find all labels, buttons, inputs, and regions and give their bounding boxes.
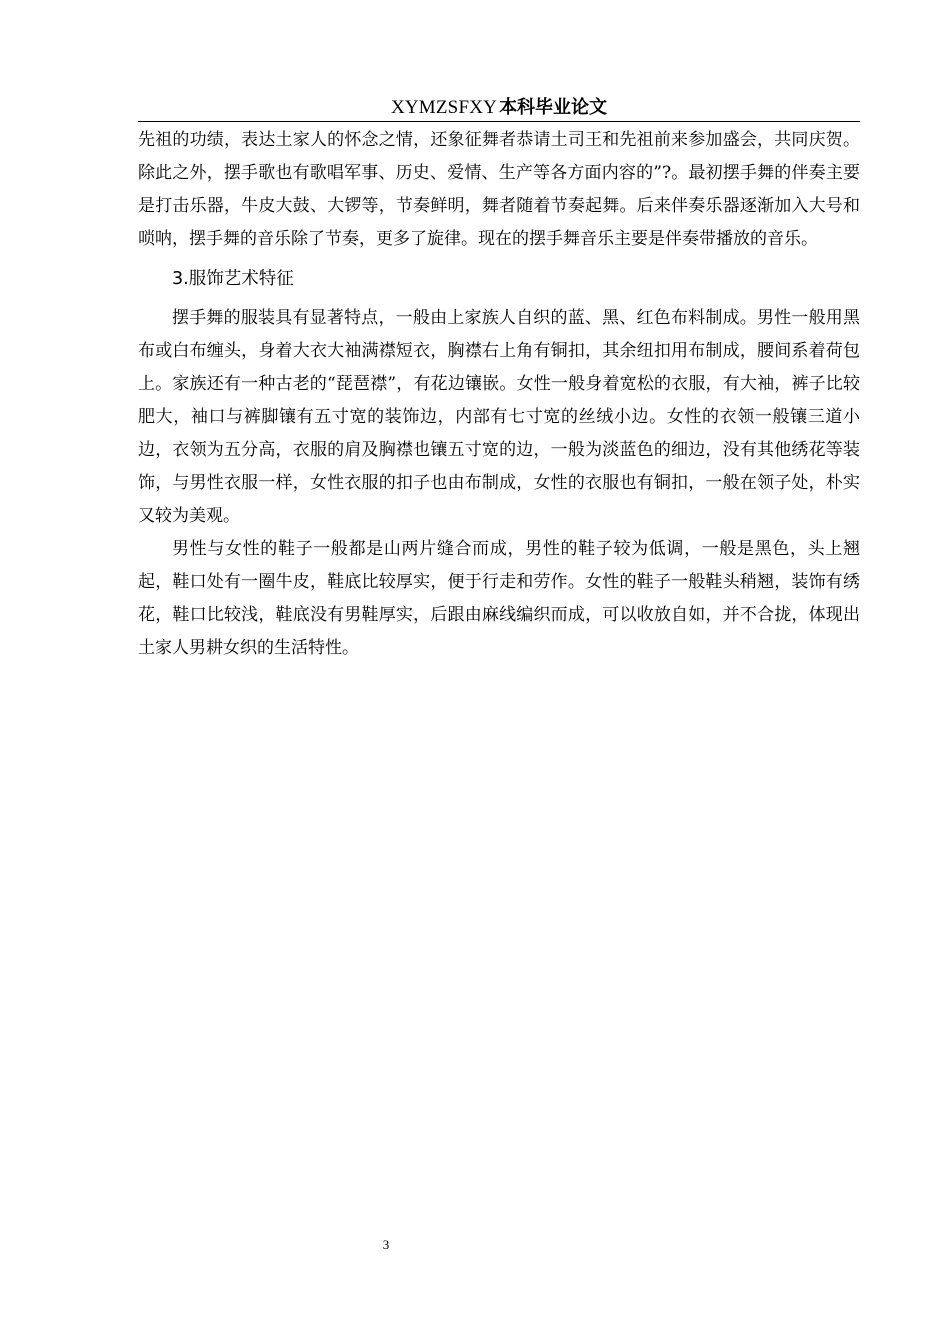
body-text [138,124,860,665]
paragraph-costume: 摆手舞的服装具有显著特点，一般由上家族人自织的蓝、黑、红色布料制成。男性一般用黑布或白布缠头，身着大衣大袖满襟短衣，胸襟右上角有铜扣，其余纽扣用布制成，腰间系着荷包上。家族还有一种古老的“琵琶襟”，有花边镶嵌。女性一般身着宽松的衣服，有大袖，裤子比较肥大，袖口与裤脚镶有五寸宽的装饰边，内部有七寸宽的丝绒小边。女性的衣领一般镶三道小边，衣领为五分高，衣服的肩及胸襟也镶五寸宽的边，一般为淡蓝色的细边，没有其他绣花等装饰，与男性衣服一样，女性衣服的扣子也由布制成，女性的衣服也有铜扣，一般在领子处，朴实又较为美观。 [138,308,860,526]
header-label: 本科毕业论文 [499,97,608,118]
page-header [138,94,860,121]
header-divider [138,121,860,122]
header-code: XYMZSFXY [390,97,498,118]
page-number: 3 [382,1237,390,1252]
paragraph-continuation: 先祖的功绩，表达土家人的怀念之情，还象征舞者恭请土司王和先祖前来参加盛会，共同庆贺。除此之外，摆手歌也有歌唱军事、历史、爱情、生产等各方面内容的”?。最初摆手舞的伴奏主要是打击乐器，牛皮大鼓、大锣等，节奏鲜明，舞者随着节奏起舞。后来伴奏乐器逐渐加入大号和唢呐，摆手舞的音乐除了节奏，更多了旋律。现在的摆手舞音乐主要是伴奏带播放的音乐。 [138,130,860,249]
paragraph-shoes: 男性与女性的鞋子一般都是山两片缝合而成，男性的鞋子较为低调，一般是黑色，头上翘起，鞋口处有一圈牛皮，鞋底比较厚实，便于行走和劳作。女性的鞋子一般鞋头稍翘，装饰有绣花，鞋口比较浅，鞋底没有男鞋厚实，后跟由麻线编织而成，可以收放自如，并不合拢，体现出土家人男耕女织的生活特性。 [138,539,860,658]
section-heading: 3.服饰艺术特征 [172,269,294,289]
